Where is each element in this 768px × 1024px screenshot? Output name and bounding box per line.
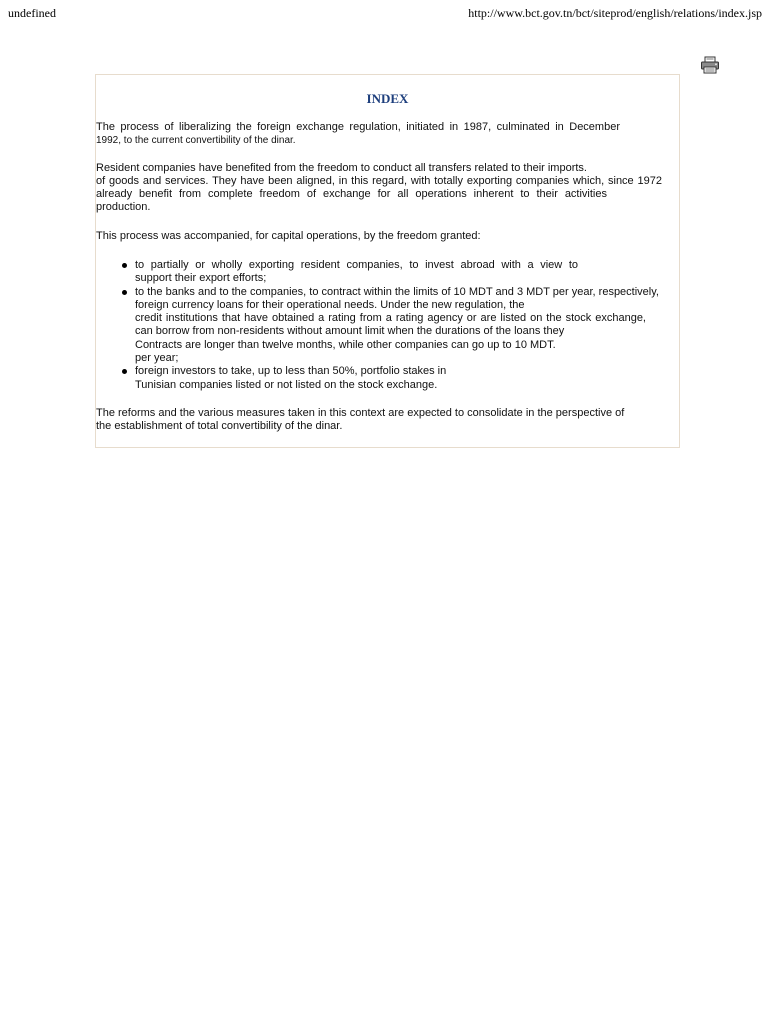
- list-item: [120, 365, 660, 392]
- list-item-line: can borrow from non-residents without amount limit when the durations of the loans they: [135, 325, 565, 338]
- paragraph-line: production.: [96, 201, 151, 213]
- list-item-line: per year;: [135, 352, 179, 365]
- printer-icon[interactable]: [700, 56, 720, 74]
- list-item-line: to the banks and to the companies, to contract within the limits of 10 MDT and 3 MDT per year, respectively,: [135, 285, 659, 298]
- paragraph-resident-companies: [96, 162, 662, 214]
- paragraph-intro: [96, 121, 620, 147]
- list-item: [120, 259, 660, 286]
- print-header-title: undefined: [8, 6, 56, 20]
- list-item: [120, 286, 660, 366]
- list-item-line: to partially or wholly exporting resident companies, to invest abroad with a view to: [135, 259, 578, 271]
- paragraph-reforms: [96, 407, 662, 433]
- paragraph-line: the establishment of total convertibility of the dinar.: [96, 420, 343, 432]
- paragraph-line: already benefit from complete freedom of exchange for all operations inherent to their activities: [96, 188, 607, 200]
- article-panel: [95, 74, 680, 448]
- list-item-line: Contracts are longer than twelve months, while other companies can go up to 10 MDT.: [135, 338, 556, 351]
- paragraph-capital-operations: [96, 230, 662, 243]
- list-item-line: foreign investors to take, up to less than 50%, portfolio stakes in: [135, 365, 447, 378]
- printer-icon-graphic: [700, 56, 720, 74]
- list-item-line: Tunisian companies listed or not listed on the stock exchange.: [135, 378, 438, 391]
- list-item-line: foreign currency loans for their operational needs. Under the new regulation, the: [135, 298, 525, 311]
- paragraph-line: 1992, to the current convertibility of the dinar.: [96, 135, 296, 146]
- paragraph-line: of goods and services. They have been aligned, in this regard, with totally exporting companies which, since 1972: [96, 175, 662, 187]
- paragraph-line: The reforms and the various measures taken in this context are expected to consolidate in the perspective of: [96, 407, 625, 419]
- print-header-url: http://www.bct.gov.tn/bct/siteprod/english/relations/index.jsp: [468, 6, 762, 20]
- paragraph-line: This process was accompanied, for capital operations, by the freedom granted:: [96, 230, 481, 242]
- list-item-line: support their export efforts;: [135, 272, 267, 285]
- page-title: INDEX: [366, 91, 409, 106]
- freedom-list: [120, 259, 660, 392]
- paragraph-line: The process of liberalizing the foreign exchange regulation, initiated in 1987, culminated in December: [96, 121, 620, 133]
- list-item-line: credit institutions that have obtained a rating from a rating agency or are listed on the stock exchange,: [135, 312, 646, 325]
- paragraph-line: Resident companies have benefited from the freedom to conduct all transfers related to their imports.: [96, 162, 587, 174]
